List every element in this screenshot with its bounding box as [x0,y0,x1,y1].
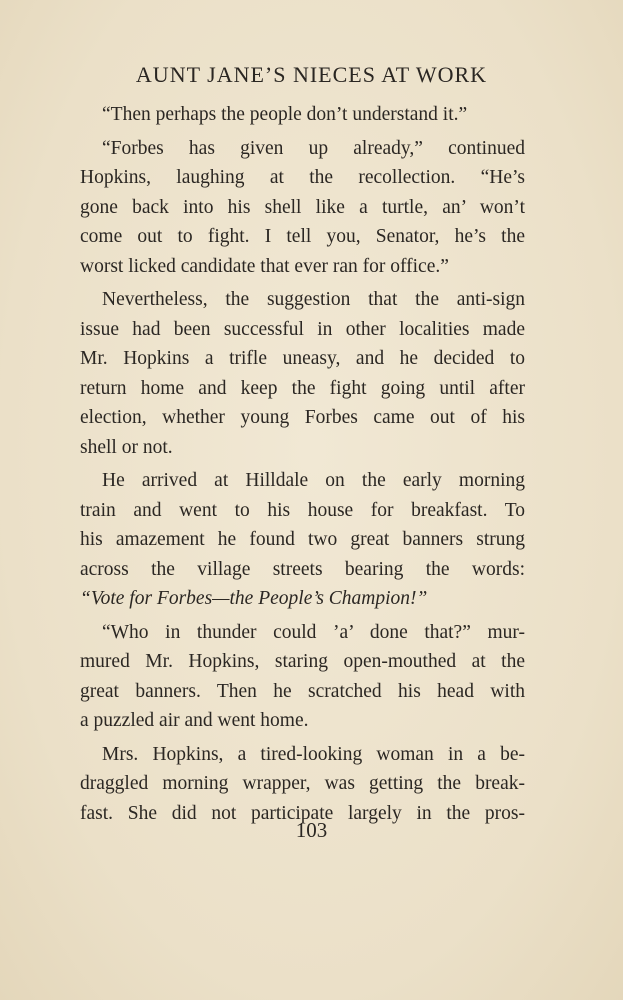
text-line: train and went to his house for breakfast. To [80,499,525,521]
text-line: “Who in thunder could ’a’ done that?” mur- [102,621,525,643]
text-line: worst licked candidate that ever ran for office.” [80,255,449,277]
text-line: gone back into his shell like a turtle, an’ won’t [80,196,525,218]
body-text [80,100,525,828]
text-line: Nevertheless, the suggestion that the anti-sign [102,289,525,310]
text-line: fast. She did not participate largely in the pros- [80,802,525,824]
text-line: He arrived at Hilldale on the early morning [102,470,525,491]
text-line: issue had been successful in other localities made [80,318,525,340]
running-head: AUNT JANE’S NIECES AT WORK [135,62,488,87]
text-line: come out to fight. I tell you, Senator, he’s the [80,226,525,247]
text-line: shell or not. [80,436,173,458]
text-line: Mr. Hopkins a trifle uneasy, and he decided to [80,348,525,369]
page-number: 103 [295,818,328,842]
text-line: “Vote for Forbes—the People’s Champion!” [80,588,428,609]
text-line: great banners. Then he scratched his head with [80,680,525,702]
text-line: draggled morning wrapper, was getting the break- [80,773,525,794]
text-line: a puzzled air and went home. [80,710,309,731]
text-line: his amazement he found two great banners strung [80,529,525,550]
text-line: return home and keep the fight going until after [80,377,525,399]
text-line: election, whether young Forbes came out of his [80,407,525,428]
text-line: across the village streets bearing the words: [80,558,525,580]
text-line: “Then perhaps the people don’t understand it.” [102,104,468,125]
text-line: mured Mr. Hopkins, staring open-mouthed at the [80,651,525,672]
text-line: “Forbes has given up already,” continued [102,137,525,159]
text-line: Mrs. Hopkins, a tired-looking woman in a be- [102,743,525,765]
text-line: Hopkins, laughing at the recollection. “He’s [80,167,525,188]
